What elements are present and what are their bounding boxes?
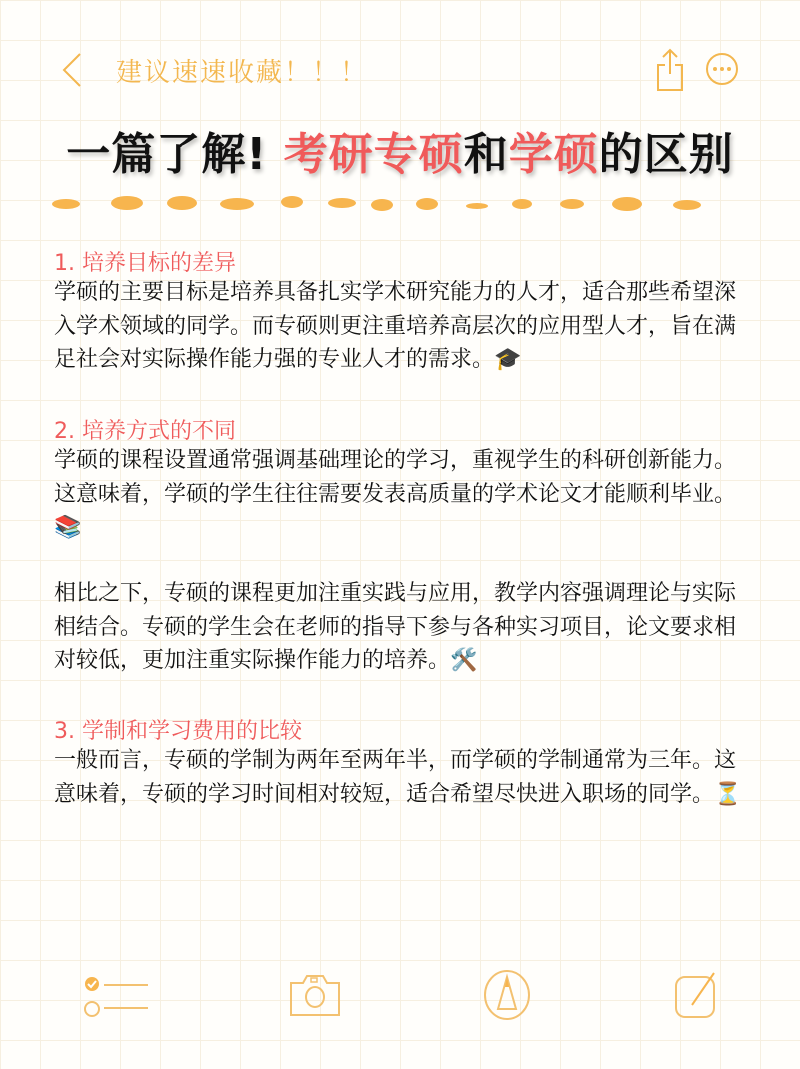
more-options-icon[interactable]	[705, 52, 739, 86]
decorative-dash-divider	[52, 192, 752, 216]
compass-pen-icon[interactable]	[482, 969, 532, 1021]
checklist-icon[interactable]	[82, 970, 152, 1020]
section-body: 学硕的主要目标是培养具备扎实学术研究能力的人才，适合那些希望深入学术领域的同学。而专硕则更注重培养高层次的应用型人才，旨在满足社会对实际操作能力强的专业人才的需求。🎓	[54, 280, 737, 372]
bottom-toolbar	[0, 965, 800, 1025]
headline-part2: 的区别	[598, 129, 734, 180]
headline-mid: 和	[463, 129, 509, 180]
edit-note-icon[interactable]	[674, 971, 718, 1019]
headline-highlight-1: 考研专硕	[283, 129, 464, 180]
section-heading: 2. 培养方式的不同	[54, 419, 236, 444]
back-chevron-icon[interactable]	[58, 52, 88, 88]
camera-icon[interactable]	[288, 973, 342, 1017]
note-title: 建议速速收藏！！！	[116, 58, 369, 88]
headline-part1: 一篇了解!	[66, 129, 268, 180]
headline-highlight-2: 学硕	[508, 129, 599, 180]
share-icon[interactable]	[655, 48, 685, 92]
section-heading: 3. 学制和学习费用的比较	[54, 719, 302, 744]
section-body: 一般而言，专硕的学制为两年至两年半，而学硕的学制通常为三年。这意味着，专硕的学习时间相对较短，适合希望尽快进入职场的同学。⏳	[54, 748, 742, 807]
section-body: 学硕的课程设置通常强调基础理论的学习，重视学生的科研创新能力。这意味着，学硕的学生往往需要发表高质量的学术论文才能顺利毕业。📚	[54, 448, 737, 540]
headline	[0, 118, 800, 182]
section-heading: 1. 培养目标的差异	[54, 251, 236, 276]
section-body: 相比之下，专硕的课程更加注重实践与应用，教学内容强调理论与实际相结合。专硕的学生会在老师的指导下参与各种实习项目，论文要求相对较低，更加注重实际操作能力的培养。🛠️	[54, 581, 737, 673]
